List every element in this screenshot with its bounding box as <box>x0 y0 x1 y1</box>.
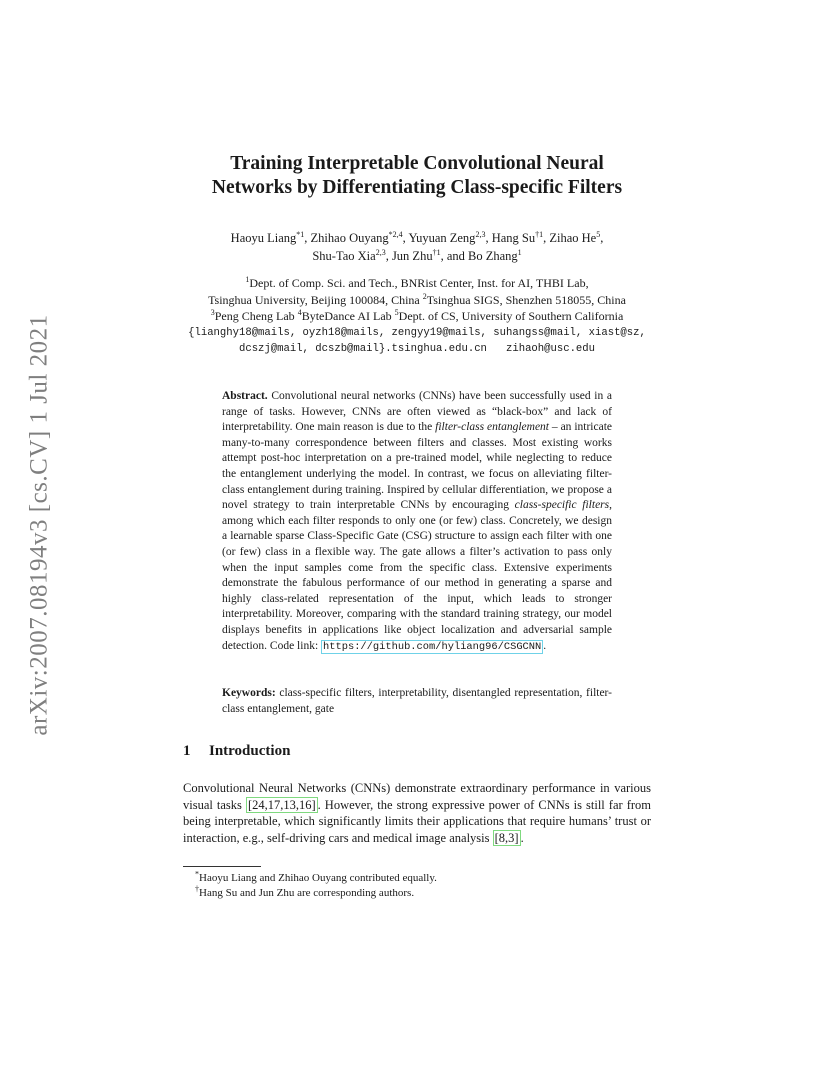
affil-5: Dept. of CS, University of Southern California <box>398 309 624 323</box>
section-title: Introduction <box>209 743 291 759</box>
author-mark: *1 <box>296 229 305 239</box>
abstract-label: Abstract. <box>222 390 268 402</box>
author-mark: 5 <box>596 229 601 239</box>
affil-mark: 2 <box>422 291 427 301</box>
author-mark: †1 <box>432 247 441 257</box>
affiliations <box>150 275 684 358</box>
arxiv-side-stamp <box>20 295 60 755</box>
intro-text: . However, the strong expressive power of CNNs is still far from being interpretable, which significantly limits their applications that require humans’ trust or interaction, e.g., self-driving cars and medical image analysis <box>183 797 652 845</box>
footnotes <box>195 871 437 901</box>
intro-text: Convolutional Neural Networks (CNNs) demonstrate extraordinary performance in various visual tasks <box>183 781 651 812</box>
citation-link[interactable]: [24,17,13,16] <box>247 797 316 812</box>
author-mark: †1 <box>535 229 544 239</box>
abstract-text: , among which each filter responds to only one (or few) class. Concretely, we design a learnable sparse Class-Specific Gate (CSG) structure to assign each filter with one (or few) class in a flexible way. The gate allows a filter’s activation to pass only when the input samples come from the specific class. Extensive experiments demonstrate the fabulous performance of our method in generating a sparse and highly class-related representation of the input, which leads to stronger interpretability. Moreover, comparing with the standard training strategy, our model displays benefits in applications like object localization and adversarial sample detection. Code link: <box>222 499 613 652</box>
keywords-text: class-specific filters, interpretability, disentangled representation, filter-class entanglement, gate <box>222 687 612 715</box>
affil-3: Peng Cheng Lab <box>214 309 295 323</box>
author-name: Zhihao Ouyang <box>310 231 389 245</box>
footnote-mark: † <box>195 884 199 894</box>
emails-line-2: dcszj@mail, dcszb@mail}.tsinghua.edu.cn <box>238 343 487 355</box>
abstract-text: – an intricate many-to-many correspondence between filters and classes. Most existing works attempt post-hoc interpretation on a pre-trained model, while neglecting to reduce the entanglement underlying the model. In contrast, we focus on alleviating filter-class entanglement during training. Inspired by cellular differentiation, we propose a novel strategy to train interpretable CNNs by encouraging <box>222 421 612 512</box>
citation-link[interactable]: [8,3] <box>494 830 519 845</box>
affil-4: ByteDance AI Lab <box>301 309 392 323</box>
author-name: Yuyuan Zeng <box>408 231 476 245</box>
title-line-2: Networks by Differentiating Class-specific Filters <box>211 177 623 198</box>
abstract-emphasis: class-specific filters <box>514 499 610 512</box>
paper-title <box>150 152 684 200</box>
author-name: Bo Zhang <box>468 249 518 263</box>
section-heading <box>183 743 290 760</box>
footnote-text: Hang Su and Jun Zhu are corresponding authors. <box>199 887 415 899</box>
author-mark: 2,3 <box>375 247 386 257</box>
author-mark: *2,4 <box>388 229 403 239</box>
email-usc: zihaoh@usc.edu <box>506 343 596 355</box>
arxiv-id: arXiv:2007.08194v3 [cs.CV] 1 Jul 2021 <box>26 314 53 736</box>
affil-mark: 1 <box>245 275 250 284</box>
affil-2: Tsinghua SIGS, Shenzhen 518055, China <box>426 292 626 307</box>
abstract-emphasis: filter-class entanglement <box>435 421 549 434</box>
author-name: Haoyu Liang <box>230 231 297 245</box>
footnote-rule <box>183 866 261 867</box>
author-list: Haoyu Liang$^{*1}$, Zhihao Ouyang$^{*2,4}$, Yuyuan Zeng$^{2,3}$, Hang Su$^{\dagger 1}$, Zihao He$^5$, Shu-Tao Xia$^{2,3}$, Jun Zhu$^{\dagger 1}$, and Bo Zhang$^1$ <box>230 229 604 263</box>
author-name: Zihao He <box>549 231 597 245</box>
author-mark: 2,3 <box>475 229 486 239</box>
affil-1-line-2: Tsinghua University, Beijing 100084, China <box>208 292 420 307</box>
footnote <box>195 886 437 901</box>
author-name: Jun Zhu <box>391 249 433 263</box>
emails-line-1: {lianghy18@mails, oyzh18@mails, zengyy19@mails, suhangss@mail, xiast@sz, <box>188 326 646 339</box>
abstract-text: . <box>543 639 547 652</box>
intro-text: . <box>520 830 524 845</box>
code-link[interactable]: https://github.com/hyliang96/CSGCNN <box>323 640 542 653</box>
footnote <box>195 871 437 886</box>
affil-1-line-1: Dept. of Comp. Sci. and Tech., BNRist Center, Inst. for AI, THBI Lab, <box>249 276 589 290</box>
affil-mark: 4 <box>297 308 302 317</box>
keywords <box>222 686 612 717</box>
abstract-text: Convolutional neural networks (CNNs) have been successfully used in a range of tasks. However, CNNs are often viewed as “black-box” and lack of interpretability. One main reason is due to the <box>222 390 613 434</box>
affil-mark: 3 <box>210 308 215 317</box>
section-number: 1 <box>183 743 191 759</box>
author-name: Shu-Tao Xia <box>312 249 376 263</box>
author-name: Hang Su <box>491 231 536 245</box>
footnote-text: Haoyu Liang and Zhihao Ouyang contributed equally. <box>199 872 437 884</box>
author-mark: 1 <box>517 247 522 257</box>
affil-mark: 5 <box>394 308 399 317</box>
footnote-mark: * <box>195 869 199 879</box>
intro-paragraph <box>183 780 651 846</box>
abstract <box>222 389 612 655</box>
keywords-label: Keywords: <box>222 687 276 699</box>
title-line-1: Training Interpretable Convolutional Neural <box>230 153 604 174</box>
